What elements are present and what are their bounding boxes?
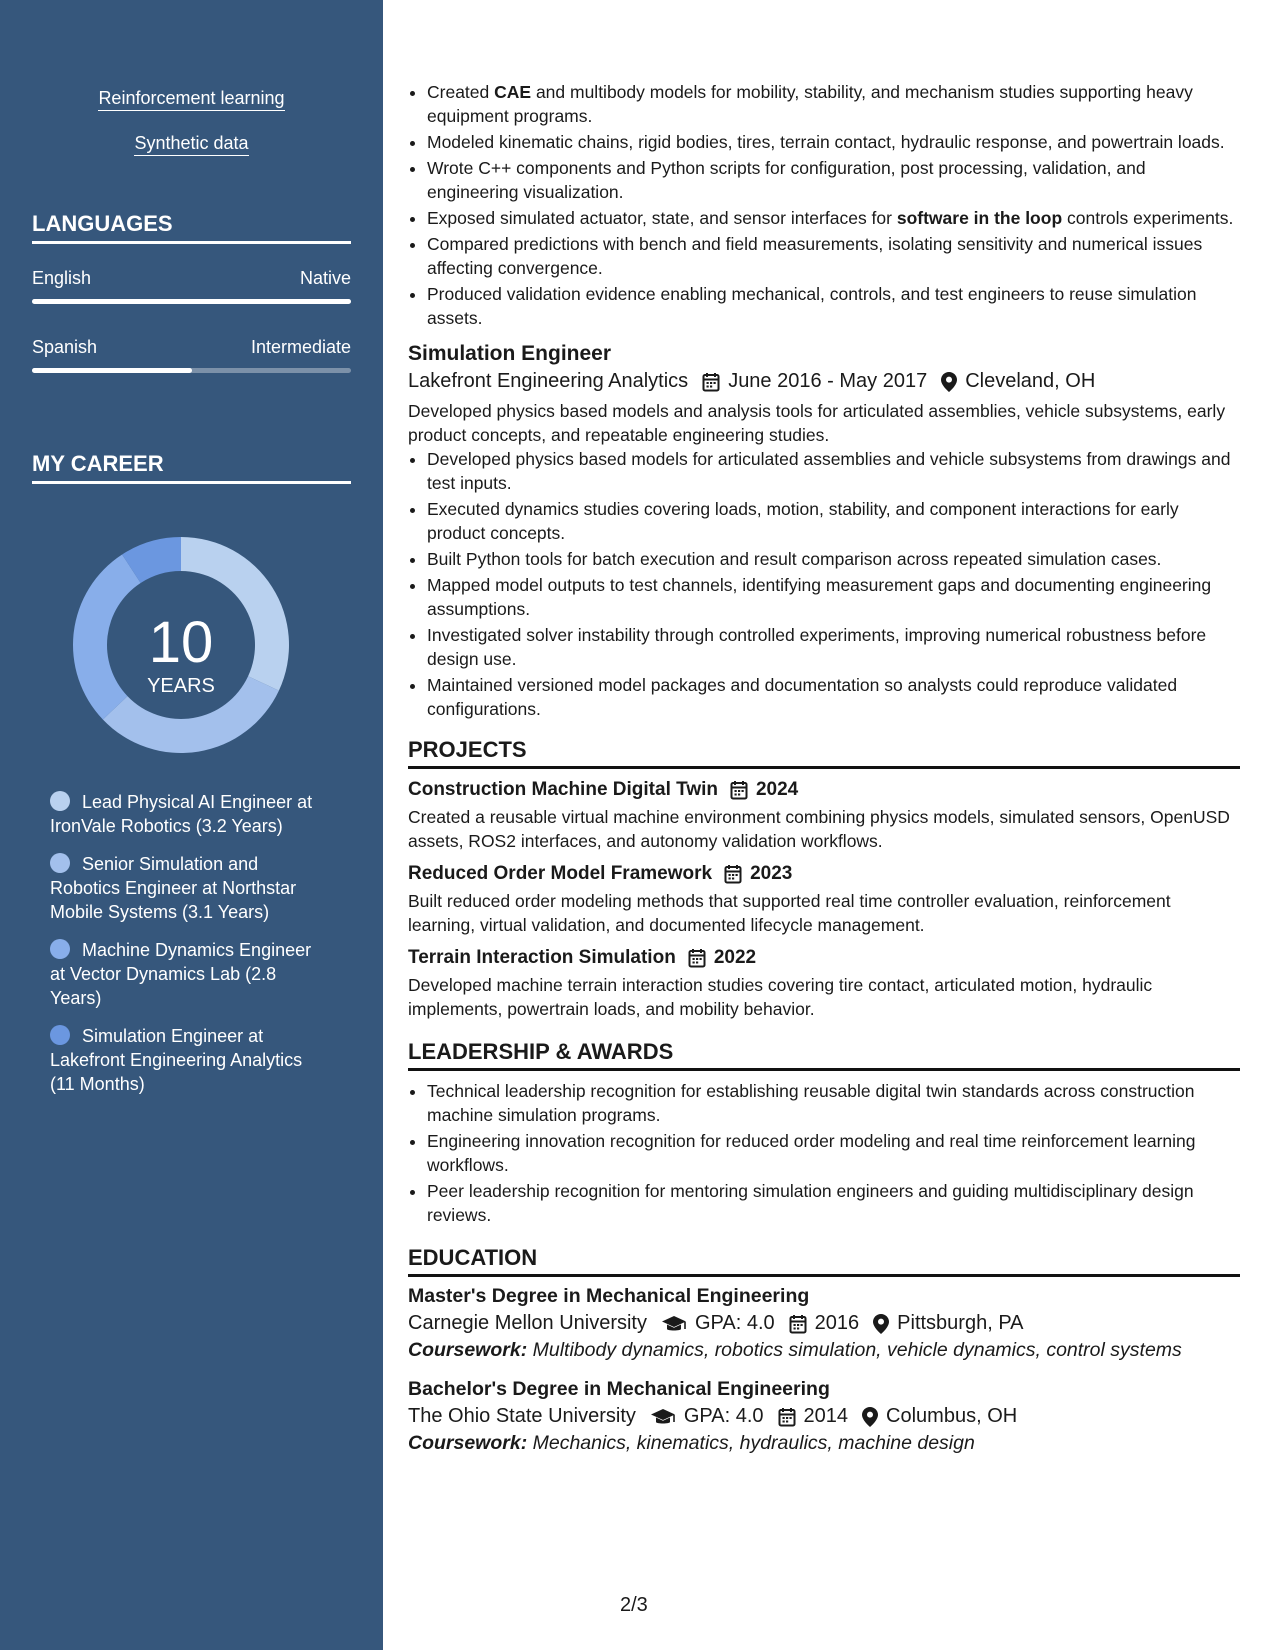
- awards-list: [408, 1079, 1240, 1227]
- bullet-item: • Exposed simulated actuator, state, and sensor interfaces for software in the loop controls experiments.: [427, 206, 1240, 230]
- career-legend-label: Simulation Engineer at Lakefront Engineering Analytics (11 Months): [50, 1026, 303, 1094]
- coursework-text: Mechanics, kinematics, hydraulics, machine design: [527, 1432, 975, 1454]
- education-heading: EDUCATION: [408, 1245, 1240, 1277]
- graduation-cap-icon: [661, 1314, 687, 1334]
- career-legend-item: [50, 852, 330, 924]
- education-coursework: [408, 1339, 1240, 1362]
- location-pin-icon: [941, 372, 957, 392]
- bullet-item: • Compared predictions with bench and field measurements, isolating sensitivity and numerical issues affecting convergence.: [427, 232, 1240, 280]
- career-legend: [50, 790, 330, 1110]
- language-proficiency-fill: [32, 299, 351, 304]
- project-title-row: [408, 779, 1240, 801]
- education-location: Columbus, OH: [886, 1405, 1018, 1427]
- calendar-icon: [789, 1314, 807, 1334]
- bullet-item: • Technical leadership recognition for establishing reusable digital twin standards across construction machine simulation programs.: [427, 1079, 1240, 1127]
- skill-item: [0, 88, 383, 109]
- education-degree: Bachelor's Degree in Mechanical Engineering: [408, 1378, 830, 1400]
- bullet-item: • Wrote C++ components and Python scripts for configuration, post processing, validation, and engineering visualization.: [427, 156, 1240, 204]
- education-gpa: GPA: 4.0: [694, 1312, 775, 1334]
- education-school: Carnegie Mellon University: [408, 1312, 647, 1334]
- career-heading: MY CAREER: [32, 451, 351, 484]
- language-level: Native: [299, 268, 351, 288]
- legend-dot-icon: [50, 791, 70, 811]
- calendar-icon: [688, 948, 706, 968]
- project-year: 2024: [755, 779, 799, 800]
- project-title: Construction Machine Digital Twin: [408, 779, 718, 800]
- bullet-item: • Created CAE and multibody models for mobility, stability, and mechanism studies supporting heavy equipment programs.: [427, 80, 1240, 128]
- legend-dot-icon: [50, 853, 70, 873]
- project-description: Created a reusable virtual machine environment combining physics models, simulated sensors, OpenUSD assets, ROS2 interfaces, and autonomy validation workflows.: [408, 807, 1230, 851]
- education-year: 2016: [814, 1312, 860, 1334]
- legend-dot-icon: [50, 939, 70, 959]
- bullet-item: • Produced validation evidence enabling mechanical, controls, and test engineers to reuse simulation assets.: [427, 282, 1240, 330]
- legend-dot-icon: [50, 1025, 70, 1045]
- bullet-item: • Developed physics based models for articulated assemblies and vehicle subsystems from drawings and test inputs.: [427, 447, 1240, 495]
- page-number: 2/3: [620, 1594, 648, 1616]
- career-legend-label: Senior Simulation and Robotics Engineer at Northstar Mobile Systems (3.1 Years): [50, 854, 297, 922]
- education-location: Pittsburgh, PA: [897, 1312, 1024, 1334]
- main-content: [408, 0, 1240, 1650]
- career-donut-chart: [66, 530, 296, 760]
- language-level: Intermediate: [250, 337, 351, 357]
- language-name: English: [32, 268, 92, 288]
- awards-heading: LEADERSHIP & AWARDS: [408, 1039, 1240, 1071]
- job-company: Lakefront Engineering Analytics: [408, 370, 689, 392]
- job-meta: [408, 370, 1240, 393]
- education-year: 2014: [803, 1405, 849, 1427]
- education-item: [408, 1285, 1240, 1362]
- language-proficiency-bar: [32, 299, 351, 304]
- bullet-item: • Engineering innovation recognition for reduced order modeling and real time reinforcement learning workflows.: [427, 1129, 1240, 1177]
- coursework-label: Coursework:: [408, 1432, 528, 1454]
- projects-list: [408, 779, 1240, 1021]
- job-dates: June 2016 - May 2017: [728, 370, 928, 392]
- graduation-cap-icon: [650, 1407, 676, 1427]
- career-years-unit: YEARS: [147, 675, 215, 697]
- location-pin-icon: [862, 1407, 878, 1427]
- language-name: Spanish: [32, 337, 98, 357]
- project-title-row: [408, 947, 1240, 969]
- career-years-number: 10: [148, 610, 214, 675]
- job-bullets: [408, 447, 1240, 721]
- job-location: Cleveland, OH: [965, 370, 1096, 392]
- skill-label: Reinforcement learning: [98, 88, 284, 111]
- education-coursework: [408, 1432, 1240, 1455]
- project-item: [408, 779, 1240, 853]
- project-year: 2023: [750, 863, 793, 884]
- bullet-item: • Executed dynamics studies covering loads, motion, stability, and component interactions for early product concepts.: [427, 497, 1240, 545]
- bullet-item: • Peer leadership recognition for mentoring simulation engineers and guiding multidisciplinary design reviews.: [427, 1179, 1240, 1227]
- project-description: Developed machine terrain interaction studies covering tire contact, articulated motion, hydraulic implements, powertrain loads, and mobility behavior.: [408, 975, 1153, 1019]
- career-legend-item: [50, 790, 330, 838]
- languages-heading: LANGUAGES: [32, 211, 351, 244]
- calendar-icon: [724, 864, 742, 884]
- sidebar: [0, 0, 383, 1650]
- coursework-label: Coursework:: [408, 1339, 528, 1361]
- skill-item: [0, 133, 383, 154]
- career-donut-segment: [73, 554, 141, 719]
- project-title: Reduced Order Model Framework: [408, 863, 713, 884]
- bullet-item: • Modeled kinematic chains, rigid bodies, tires, terrain contact, hydraulic response, and powertrain loads.: [427, 130, 1240, 154]
- calendar-icon: [778, 1407, 796, 1427]
- bullet-item: • Built Python tools for batch execution and result comparison across repeated simulation cases.: [427, 547, 1240, 571]
- project-title: Terrain Interaction Simulation: [408, 947, 676, 968]
- job-summary: Developed physics based models and analysis tools for articulated assemblies, vehicle subsystems, early product concepts, and repeatable engineering studies.: [408, 401, 1226, 445]
- coursework-text: Multibody dynamics, robotics simulation, vehicle dynamics, control systems: [527, 1339, 1182, 1361]
- education-gpa: GPA: 4.0: [683, 1405, 764, 1427]
- career-legend-item: [50, 938, 330, 1010]
- bullet-item: • Maintained versioned model packages and documentation so analysts could reproduce validated configurations.: [427, 673, 1240, 721]
- project-year: 2022: [713, 947, 757, 968]
- calendar-icon: [702, 372, 720, 392]
- bullet-item: • Investigated solver instability through controlled experiments, improving numerical robustness before design use.: [427, 623, 1240, 671]
- location-pin-icon: [873, 1314, 889, 1334]
- career-legend-label: Machine Dynamics Engineer at Vector Dynamics Lab (2.8 Years): [50, 940, 312, 1008]
- language-proficiency-fill: [32, 368, 192, 373]
- language-row: [32, 268, 351, 289]
- language-proficiency-bar: [32, 368, 351, 373]
- previous-job-bullets: [408, 80, 1240, 330]
- project-item: [408, 863, 1240, 937]
- projects-heading: PROJECTS: [408, 737, 1240, 769]
- education-list: [408, 1285, 1240, 1455]
- education-meta: [408, 1312, 1240, 1335]
- education-meta: [408, 1405, 1240, 1428]
- skill-label: Synthetic data: [134, 133, 248, 156]
- career-legend-label: Lead Physical AI Engineer at IronVale Robotics (3.2 Years): [50, 792, 313, 836]
- education-degree: Master's Degree in Mechanical Engineering: [408, 1285, 810, 1307]
- education-school: The Ohio State University: [408, 1405, 636, 1427]
- career-legend-item: [50, 1024, 330, 1096]
- bullet-item: • Mapped model outputs to test channels, identifying measurement gaps and documenting engineering assumptions.: [427, 573, 1240, 621]
- project-item: [408, 947, 1240, 1021]
- job-title: Simulation Engineer: [408, 342, 612, 365]
- project-description: Built reduced order modeling methods that supported real time controller evaluation, reinforcement learning, virtual validation, and documented lifecycle management.: [408, 891, 1171, 935]
- language-row: [32, 337, 351, 358]
- calendar-icon: [730, 780, 748, 800]
- education-item: [408, 1378, 1240, 1455]
- project-title-row: [408, 863, 1240, 885]
